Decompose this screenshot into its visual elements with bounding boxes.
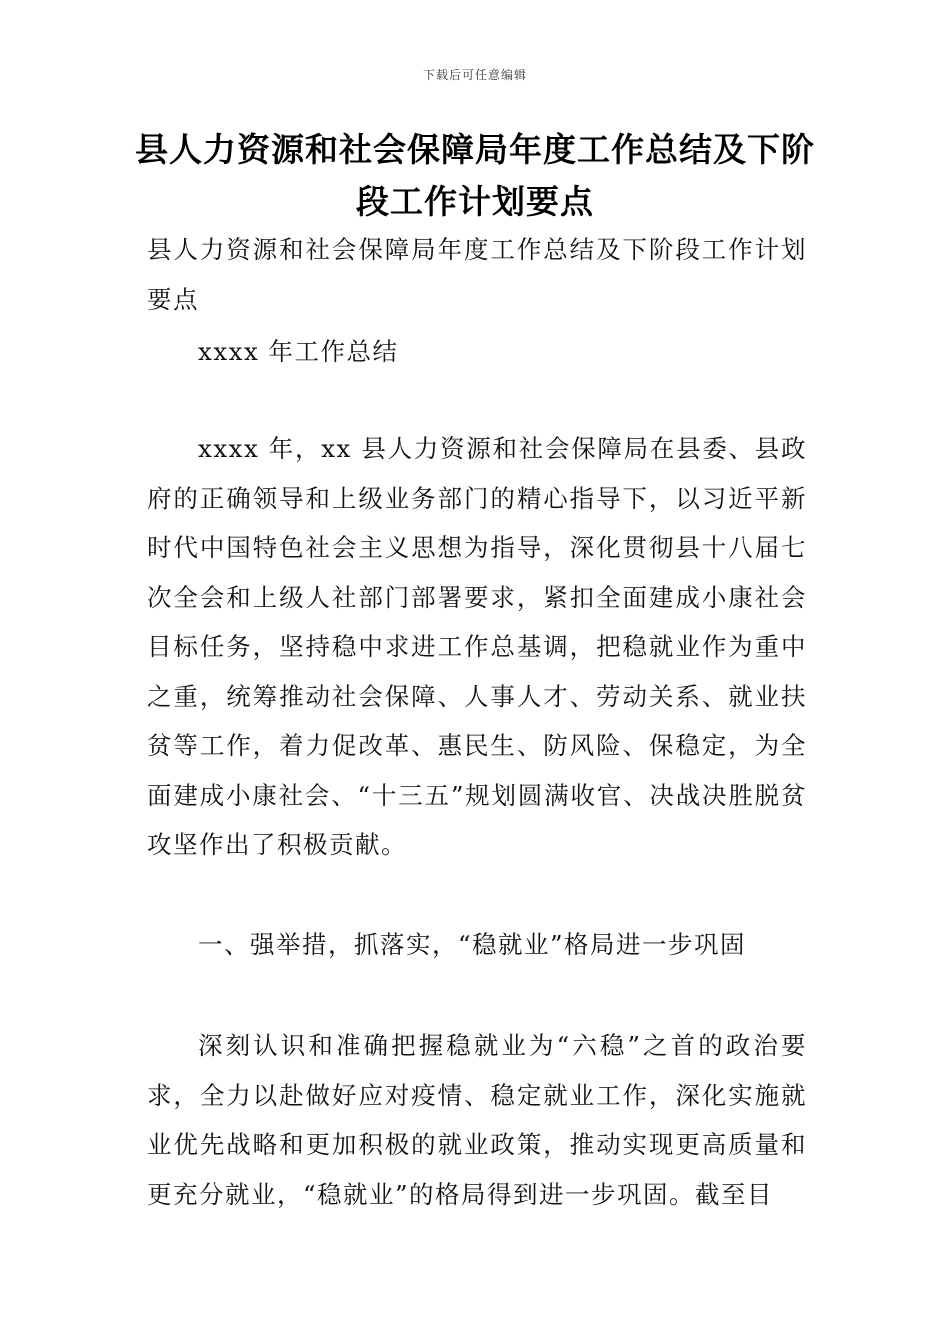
document-title: 县人力资源和社会保障局年度工作总结及下阶段工作计划要点 — [135, 130, 815, 221]
section-1-paragraph: 深刻认识和准确把握稳就业为“六稳”之首的政治要求，全力以赴做好应对疫情、稳定就业工作，深化实施就业优先战略和更加积极的就业政策，推动实现更高质量和更充分就业，“稳就业”的格局得到进一步巩固。截至目 — [147, 1031, 807, 1209]
intro-paragraph: xxxx 年，xx 县人力资源和社会保障局在县委、县政府的正确领导和上级业务部门的精心指导下，以习近平新时代中国特色社会主义思想为指导，深化贯彻县十八届七次全会和上级人社部门部署要求，紧扣全面建成小康社会目标任务，坚持稳中求进工作总基调，把稳就业作为重中之重，统筹推动社会保障、人事人才、劳动关系、就业扶贫等工作，着力促改革、惠民生、防风险、保稳定，为全面建成小康社会、“十三五”规划圆满收官、决战决胜脱贫攻坚作出了积极贡献。 — [147, 434, 807, 859]
header-note: 下载后可任意编辑 — [422, 68, 527, 82]
document-subtitle: 县人力资源和社会保障局年度工作总结及下阶段工作计划要点 — [147, 235, 807, 314]
section-1-heading: 一、强举措，抓落实，“稳就业”格局进一步巩固 — [198, 930, 747, 959]
summary-heading: xxxx 年工作总结 — [198, 337, 399, 366]
